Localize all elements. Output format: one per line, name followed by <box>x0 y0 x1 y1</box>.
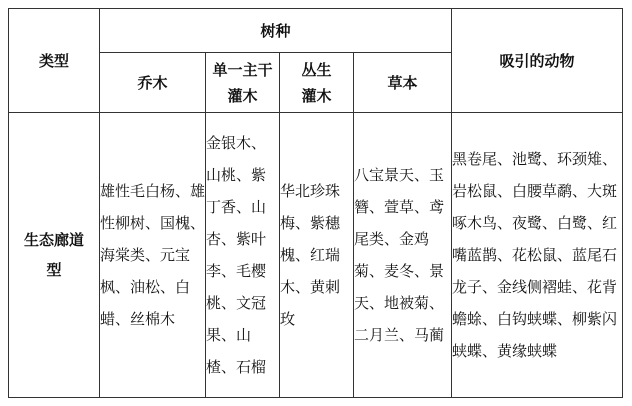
header-herb-label: 草本 <box>387 73 418 92</box>
header-single-trunk-shrub-label: 单一主干灌木 <box>212 60 273 105</box>
cell-type <box>9 113 100 398</box>
cell-type-label: 生态廊道型 <box>23 231 84 279</box>
cell-clump-shrub: 华北珍珠梅、紫穗槐、红瑞木、黄刺玫 <box>280 113 354 398</box>
header-tree-label: 乔木 <box>137 73 168 92</box>
cell-herb: 八宝景天、玉簪、萱草、鸢尾类、金鸡菊、麦冬、景天、地被菊、二月兰、马蔺 <box>354 113 452 398</box>
header-tree <box>100 53 206 113</box>
header-tree-species: 树种 <box>100 9 452 53</box>
table-row <box>9 113 623 398</box>
cell-single-trunk-shrub: 金银木、山桃、紫丁香、山杏、紫叶李、毛樱桃、文冠果、山楂、石榴 <box>206 113 280 398</box>
header-herb <box>354 53 452 113</box>
header-clump-shrub-label: 丛生灌木 <box>301 60 332 105</box>
header-attracted-animals: 吸引的动物 <box>452 9 623 113</box>
species-table <box>8 8 623 398</box>
header-row-1 <box>9 9 623 53</box>
header-single-trunk-shrub <box>206 53 280 113</box>
header-type: 类型 <box>9 9 100 113</box>
cell-attracted-animals: 黑卷尾、池鹭、环颈雉、岩松鼠、白腰草鹬、大斑啄木鸟、夜鹭、白鹭、红嘴蓝鹊、花松鼠、蓝尾石龙子、金线侧褶蛙、花背蟾蜍、白钩蛱蝶、柳紫闪蛱蝶、黄缘蛱蝶 <box>452 113 623 398</box>
cell-tree: 雄性毛白杨、雄性柳树、国槐、海棠类、元宝枫、油松、白蜡、丝棉木 <box>100 113 206 398</box>
header-clump-shrub <box>280 53 354 113</box>
